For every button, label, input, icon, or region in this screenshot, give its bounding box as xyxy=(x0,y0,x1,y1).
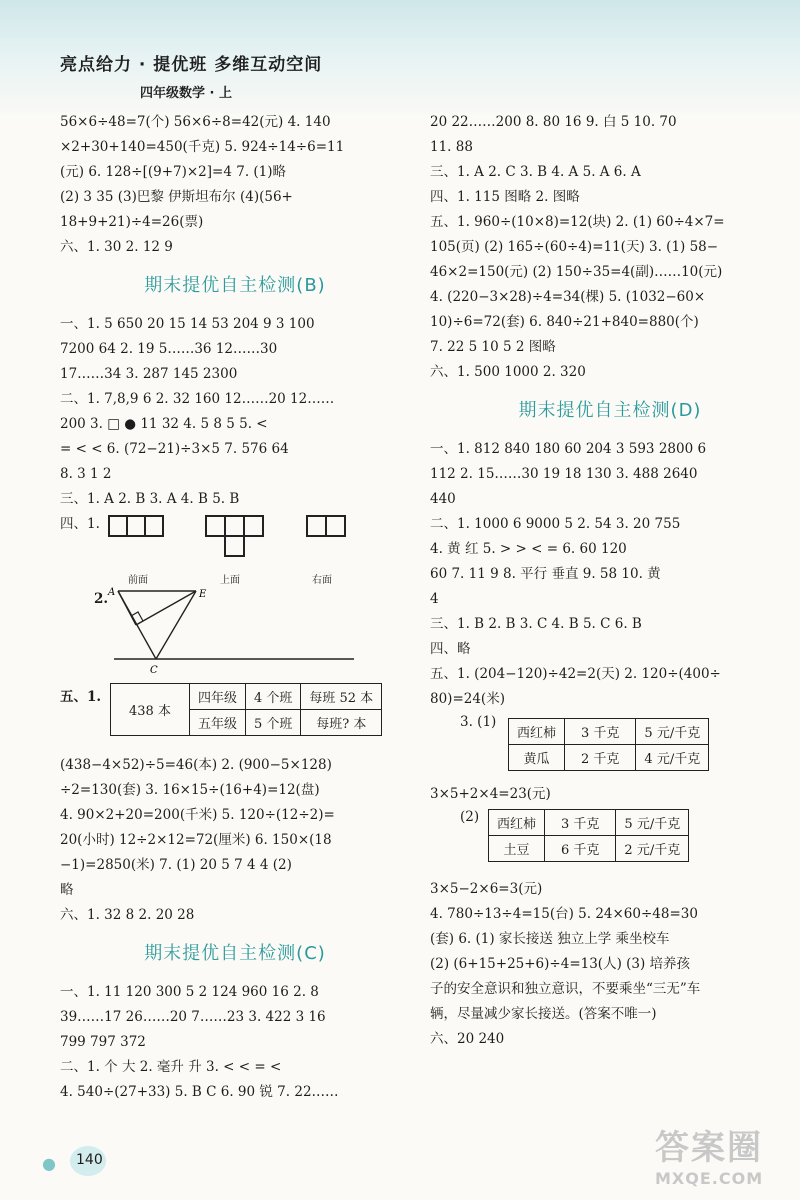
answer-line: 六、1. 32 8 2. 20 28 xyxy=(60,907,195,923)
answer-line: 7. 22 5 10 5 2 图略 xyxy=(430,339,556,355)
answer-line: ×2+30+140=450(千克) 5. 924÷14÷6=11 xyxy=(60,139,345,155)
table-cell: 3 千克 xyxy=(545,810,616,836)
triangle-figure xyxy=(60,587,410,685)
answer-line: 18+9+21)÷4=26(票) xyxy=(60,214,204,230)
answer-line: 二、1. 个 大 2. 毫升 升 3. < < = < xyxy=(60,1059,282,1075)
vertex-e-label: E xyxy=(199,589,207,600)
answer-line: 六、20 240 xyxy=(430,1031,505,1047)
question-3-2-label: (2) xyxy=(460,809,480,825)
table-cell: 2 元/千克 xyxy=(616,836,689,862)
table-cell: 4 元/千克 xyxy=(636,745,709,771)
table-cell: 土豆 xyxy=(489,836,545,862)
table-cell: 5 个班 xyxy=(245,710,300,736)
section-title-c: 期末提优自主检测(C) xyxy=(144,943,326,964)
books-total-cell: 438 本 xyxy=(111,684,190,736)
answer-line: 60 7. 11 9 8. 平行 垂直 9. 58 10. 黄 xyxy=(430,566,661,582)
right-column xyxy=(430,110,790,1052)
answers-c xyxy=(60,980,410,1105)
answer-line: (元) 6. 128÷[(9+7)×2]=4 7. (1)略 xyxy=(60,164,287,180)
answer-line: 56×6÷48=7(个) 56×6÷8=42(元) 4. 140 xyxy=(60,114,331,130)
answers-continued xyxy=(60,110,410,260)
answer-line: 一、1. 5 650 20 15 14 53 204 9 3 100 xyxy=(60,316,315,332)
answer-line: 4. 540÷(27+33) 5. B C 6. 90 锐 7. 22…… xyxy=(60,1084,339,1100)
front-view-icon xyxy=(108,515,168,541)
answer-line: 11. 88 xyxy=(430,139,473,155)
watermark-text: 答案圈 xyxy=(655,1128,763,1168)
table-cell: 每班 52 本 xyxy=(301,684,382,710)
table-cell: 4 个班 xyxy=(245,684,300,710)
table-cell: 西红柿 xyxy=(509,719,565,745)
vegetable-table-1 xyxy=(508,718,709,771)
answers-b-part1 xyxy=(60,312,410,537)
answer-line: 三、1. A 2. B 3. A 4. B 5. B xyxy=(60,491,240,507)
answer-line: 一、1. 812 840 180 60 204 3 593 2800 6 xyxy=(430,441,707,457)
answer-line: 四、1. xyxy=(60,516,100,532)
answer-line: 440 xyxy=(430,491,456,507)
table-cell: 5 元/千克 xyxy=(616,810,689,836)
answer-line: 4. (220−3×28)÷4=34(棵) 5. (1032−60× xyxy=(430,289,706,305)
answer-line: 子的安全意识和独立意识，不要乘坐“三无”车 xyxy=(430,981,701,997)
question-2-label: 2. xyxy=(94,591,109,607)
watermark-logo xyxy=(655,1120,795,1190)
answer-line: 46×2=150(元) (2) 150÷35=4(副)……10(元) xyxy=(430,264,723,280)
answer-line: 17……34 3. 287 145 2300 xyxy=(60,366,238,382)
watermark-url: MXQE.COM xyxy=(655,1169,764,1188)
answer-line: 五、1. 960÷(10×8)=12(块) 2. (1) 60÷4×7= xyxy=(430,214,725,230)
table-cell: 四年级 xyxy=(189,684,245,710)
left-column xyxy=(60,110,410,1105)
answer-line: 20(小时) 12÷2×12=72(厘米) 6. 150×(18 xyxy=(60,832,332,848)
table-cell: 2 千克 xyxy=(565,745,636,771)
answer-line: 略 xyxy=(60,882,74,898)
answer-line: = < < 6. (72−21)÷3×5 7. 576 64 xyxy=(60,441,289,457)
answers-right-end xyxy=(430,902,790,1052)
answer-line: 10)÷6=72(套) 6. 840÷21+840=880(个) xyxy=(430,314,699,330)
top-view-caption: 上面 xyxy=(220,575,240,586)
table-cell: 黄瓜 xyxy=(509,745,565,771)
answer-line: (2) (6+15+25+6)÷4=13(人) (3) 培养孩 xyxy=(430,956,691,972)
answer-line: 辆，尽量减少家长接送。(答案不唯一) xyxy=(430,1006,657,1022)
question-3-part2 xyxy=(430,807,790,877)
table-cell: 每班? 本 xyxy=(301,710,382,736)
table-cell: 3 千克 xyxy=(565,719,636,745)
section-title-d: 期末提优自主检测(D) xyxy=(518,400,702,421)
answer-line: 20 22……200 8. 80 16 9. 白 5 10. 70 xyxy=(430,114,677,130)
answer-line: 799 797 372 xyxy=(60,1034,146,1050)
answer-line: 80)=24(米) xyxy=(430,691,505,707)
vegetable-table-2 xyxy=(488,809,689,862)
page-number-text: 140 xyxy=(76,1152,103,1168)
calc-line-1: 3×5+2×4=23(元) xyxy=(430,786,551,802)
answer-line: 39……17 26……20 7……23 3. 422 3 16 xyxy=(60,1009,326,1025)
answer-line: 一、1. 11 120 300 5 2 124 960 16 2. 8 xyxy=(60,984,319,1000)
answer-line: 4 xyxy=(430,591,439,607)
table-cell: 6 千克 xyxy=(545,836,616,862)
answers-b-part2 xyxy=(60,753,410,928)
section-5-label: 五、1. xyxy=(60,689,102,705)
answer-line: 112 2. 15……30 19 18 130 3. 488 2640 xyxy=(430,466,698,482)
right-view-caption: 右面 xyxy=(312,575,332,586)
answer-line: 105(页) (2) 165÷(60÷4)=11(天) 3. (1) 58− xyxy=(430,239,719,255)
question-3-part1 xyxy=(430,712,790,782)
triangle-diagram xyxy=(104,587,364,683)
answer-line: 4. 黄 红 5. > > < = 6. 60 120 xyxy=(430,541,627,557)
answer-line: 二、1. 7,8,9 6 2. 32 160 12……20 12…… xyxy=(60,391,335,407)
answer-line: 四、略 xyxy=(430,641,471,657)
answer-line: 200 3. □ ● 11 32 4. 5 8 5 5. < xyxy=(60,416,268,432)
answer-line: 六、1. 500 1000 2. 320 xyxy=(430,364,586,380)
calc-line-2: 3×5−2×6=3(元) xyxy=(430,881,543,897)
answer-line: 六、1. 30 2. 12 9 xyxy=(60,239,173,255)
answer-line: 4. 780÷13÷4=15(台) 5. 24×60÷48=30 xyxy=(430,906,698,922)
answer-line: −1)=2850(米) 7. (1) 20 5 7 4 4 (2) xyxy=(60,857,292,873)
answers-right-top xyxy=(430,110,790,385)
section-title-b: 期末提优自主检测(B) xyxy=(144,275,326,296)
answer-line: 8. 3 1 2 xyxy=(60,466,112,482)
table-cell: 5 元/千克 xyxy=(636,719,709,745)
answer-line: 三、1. B 2. B 3. C 4. B 5. C 6. B xyxy=(430,616,642,632)
book-subtitle: 四年级数学 · 上 xyxy=(140,86,232,101)
answer-line: 三、1. A 2. C 3. B 4. A 5. A 6. A xyxy=(430,164,641,180)
vertex-c-label: C xyxy=(150,665,158,676)
answer-line: (套) 6. (1) 家长接送 独立上学 乘坐校车 xyxy=(430,931,670,947)
table-cell: 西红柿 xyxy=(489,810,545,836)
answer-line: (2) 3 35 (3)巴黎 伊斯坦布尔 (4)(56+ xyxy=(60,189,293,205)
page-number xyxy=(40,1146,110,1180)
answer-line: (438−4×52)÷5=46(本) 2. (900−5×128) xyxy=(60,757,332,773)
book-series-title: 亮点给力 · 提优班 多维互动空间 xyxy=(60,55,323,75)
answer-line: 二、1. 1000 6 9000 5 2. 54 3. 20 755 xyxy=(430,516,681,532)
books-table xyxy=(110,683,382,736)
front-view-caption: 前面 xyxy=(128,575,148,586)
three-views-figure xyxy=(60,537,410,587)
answer-line: 四、1. 115 图略 2. 图略 xyxy=(430,189,580,205)
answer-line: 五、1. (204−120)÷42=2(天) 2. 120÷(400÷ xyxy=(430,666,721,682)
answer-line: 4. 90×2+20=200(千米) 5. 120÷(12÷2)= xyxy=(60,807,335,823)
answers-d xyxy=(430,437,790,712)
question-3-label: 3. (1) xyxy=(460,714,497,730)
question-5-1 xyxy=(60,685,410,753)
decorative-dots-icon: ● xyxy=(42,1154,56,1173)
right-view-icon xyxy=(306,515,348,541)
answer-line: 7200 64 2. 19 5……36 12……30 xyxy=(60,341,278,357)
table-cell: 五年级 xyxy=(189,710,245,736)
answer-line: ÷2=130(套) 3. 16×15÷(16+4)=12(盘) xyxy=(60,782,320,798)
vertex-a-label: A xyxy=(108,587,116,598)
